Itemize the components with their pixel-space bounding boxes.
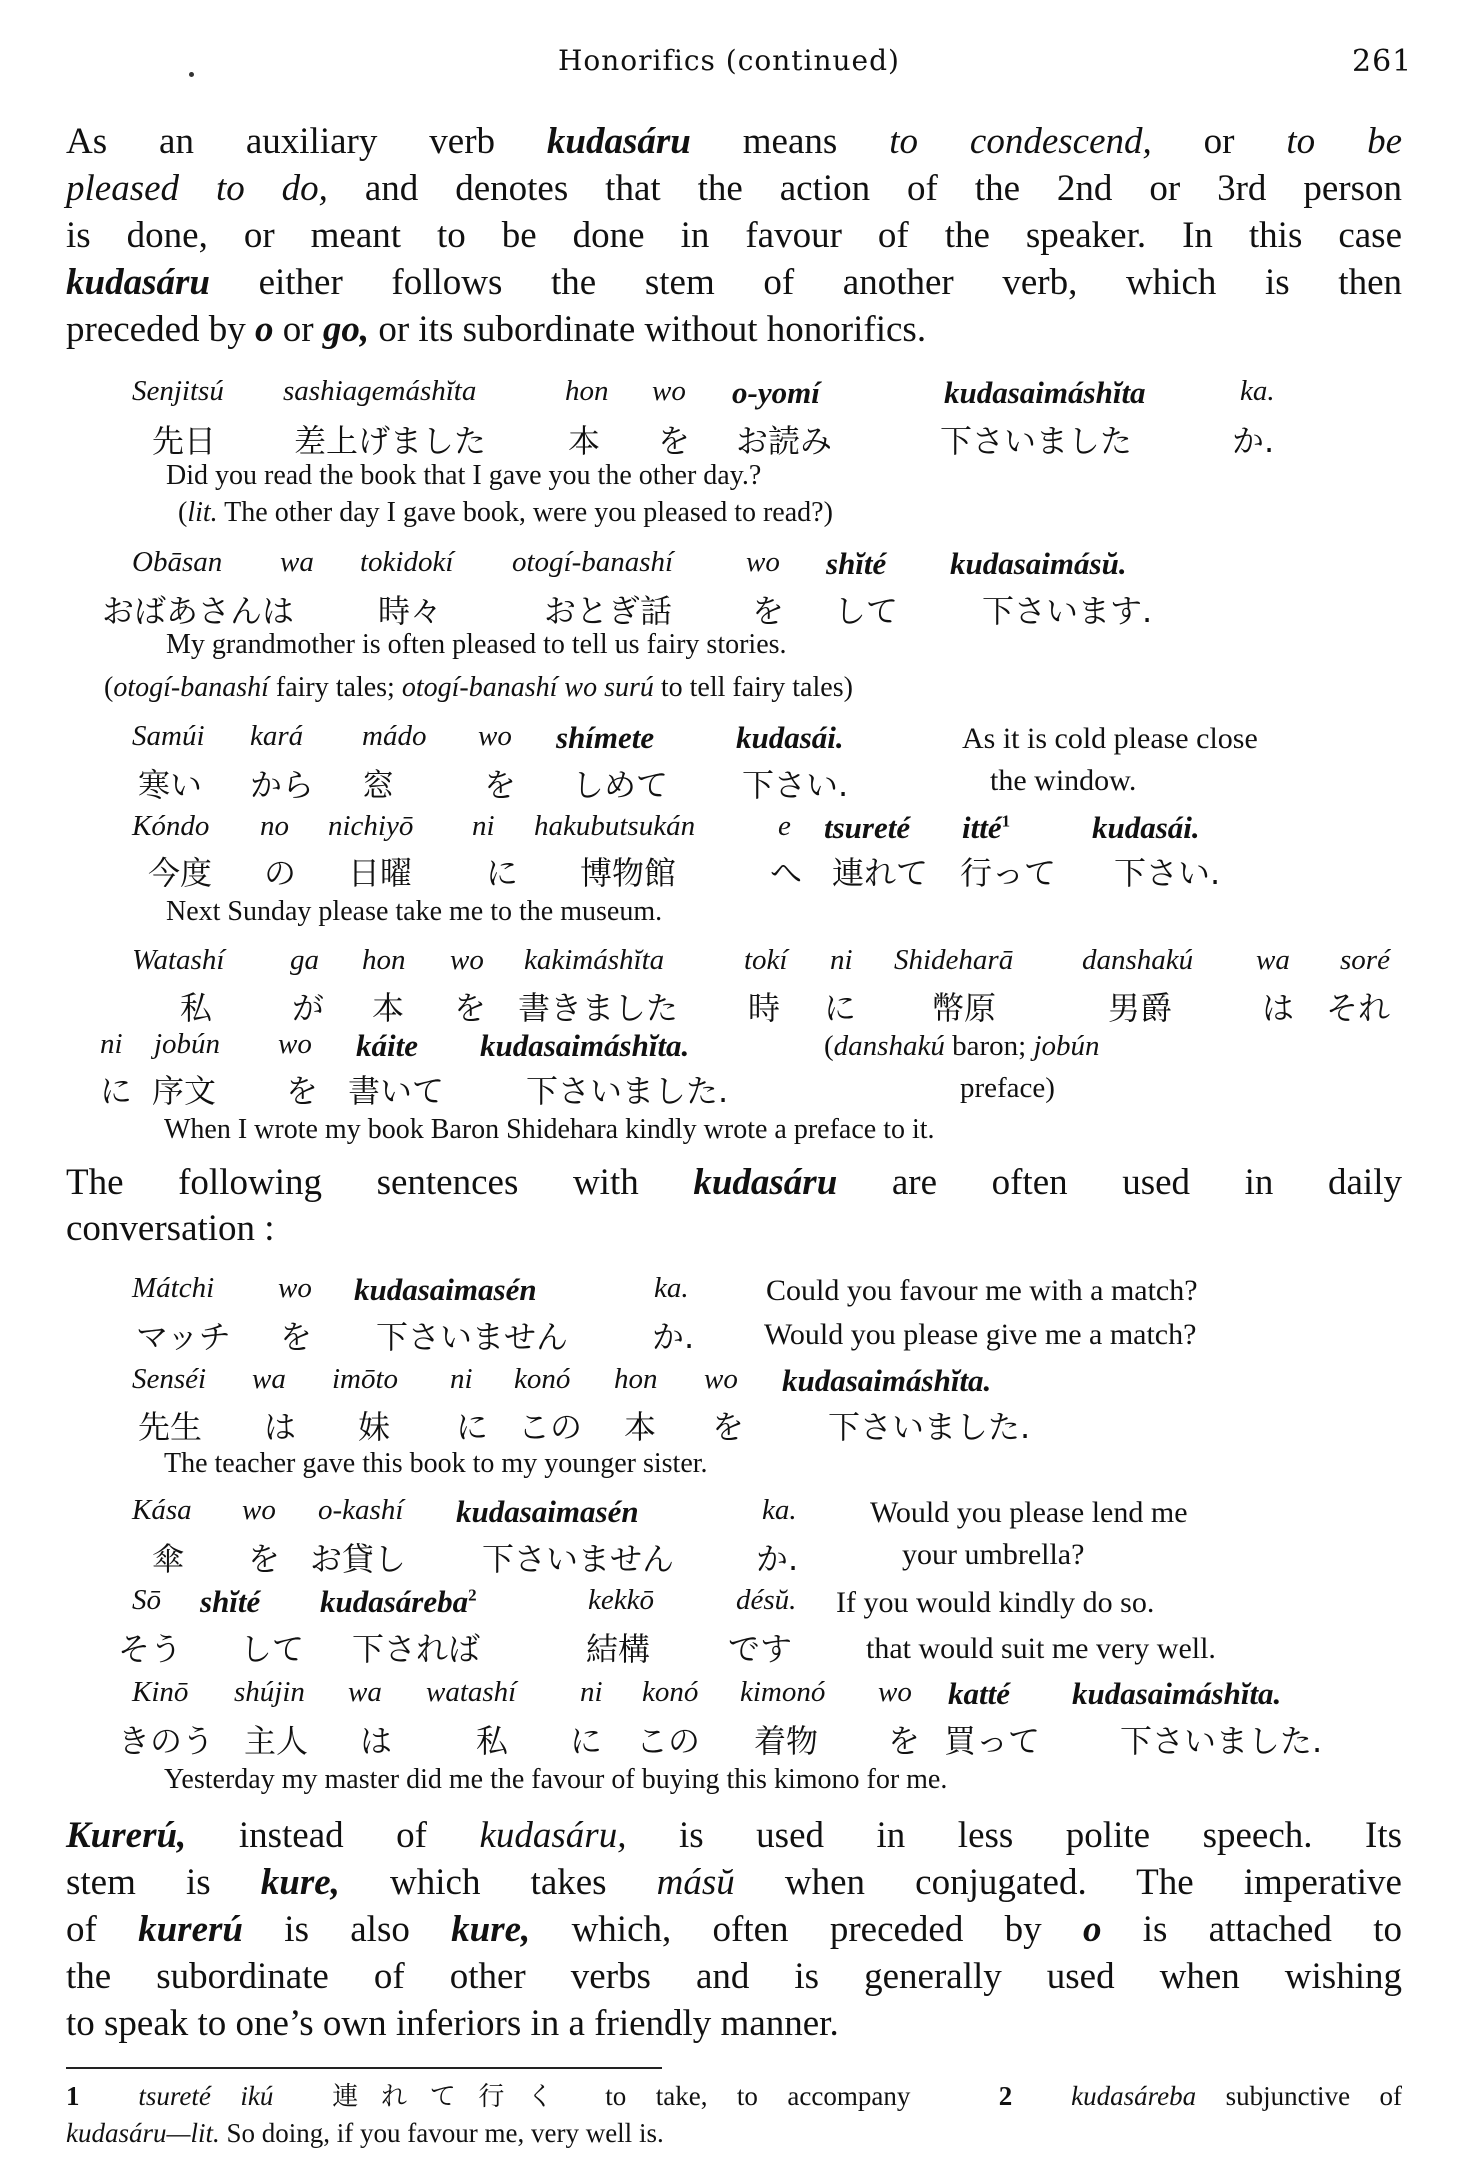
outro-paragraph — [66, 1812, 1402, 2047]
middle-line-1: The following sentences with kudasáru are often used in daily — [66, 1162, 1402, 1203]
example-1-literal: (lit. The other day I gave book, were you pleased to read?) — [178, 497, 833, 528]
example-1-translation: Did you read the book that I gave you the other day.? — [166, 460, 762, 491]
outro-line-2: stem is kure, which takes másŭ when conjugated. The imperative — [66, 1862, 1402, 1903]
middle-paragraph — [66, 1160, 1402, 1252]
example-9-translation-2: that would suit me very well. — [866, 1632, 1216, 1665]
example-3-translation-1: As it is cold please close — [962, 722, 1258, 755]
running-header-title: Honorifics (continued) — [558, 44, 900, 77]
intro-line-1: As an auxiliary verb kudasáru means to condescend, or to be — [66, 121, 1402, 162]
example-6-translation-1: Could you favour me with a match? — [766, 1274, 1198, 1307]
example-6-translation-2: Would you please give me a match? — [764, 1318, 1197, 1351]
footnote-line-2: kudasáru—lit. So doing, if you favour me, very well is. — [66, 2118, 664, 2148]
example-10-translation: Yesterday my master did me the favour of buying this kimono for me. — [164, 1764, 948, 1795]
page-number: 261 — [1352, 44, 1413, 79]
outro-line-5: to speak to one’s own inferiors in a friendly manner. — [66, 2003, 839, 2044]
footnotes — [66, 2078, 1402, 2151]
example-4-itte: itté$^1$ — [962, 810, 1011, 845]
intro-line-5: preceded by o or go, or its subordinate without honorifics. — [66, 309, 927, 350]
example-4-translation: Next Sunday please take me to the museum. — [166, 896, 663, 927]
example-5-note: (danshakú baron; jobún — [824, 1030, 1100, 1062]
example-2-translation: My grandmother is often pleased to tell us fairy stories. — [166, 629, 787, 660]
intro-line-2: pleased to do, and denotes that the action of the 2nd or 3rd person — [66, 168, 1402, 209]
example-7-translation: The teacher gave this book to my younger sister. — [164, 1448, 708, 1479]
footnote-rule — [66, 2067, 662, 2069]
footnote-2: 2 kudasáreba subjunctive of — [998, 2081, 1402, 2111]
example-5-translation: When I wrote my book Baron Shidehara kindly wrote a preface to it. — [164, 1114, 935, 1145]
outro-line-4: the subordinate of other verbs and is generally used when wishing — [66, 1956, 1402, 1997]
intro-line-4: kudasáru either follows the stem of another verb, which is then — [66, 262, 1402, 303]
outro-line-1: Kurerú, instead of kudasáru, is used in less polite speech. Its — [66, 1815, 1403, 1856]
book-page: Honorifics (continued) 261 As an auxiliary verb kudasáru means to condescend, or to be pleased to do, and denotes that the action of the 2nd or 3rd person is done, or meant to be done in favour of the speaker. In this case kudasáru either follows the stem of another verb, which is then preceded by o or go, or its subordinate without honorifics. Senjitsú sashiagemáshĭta hon wo o-yomí kudasaimáshĭta ka. 先日 差上げました 本 を お読み 下さいました か. Did you read the book that I gave you the other day.? (lit. The other day I gave book, were you pleased to read?) Obāsan wa tokidokí otogí-banashí wo shĭté kudasaimásŭ. おばあさんは 時々 おとぎ話 を して 下さいます. My grandmother is often pleased to tell us fairy stories. (otogí-banashí fairy tales; otogí-banashí wo surú to tell fairy tales) Samúi kará mádo wo shímete kudasái. As it is cold please close 寒い から 窓 を しめて 下さい. the window. Kóndo no nichiyō ni hakubutsukán e tsureté itté$^1$ kudasái. 今度 の 日曜 に 博物館 へ 連れて 行って 下さい. Next Sunday please take me to the museum. Watashí ga hon wo kakimáshĭta tokí ni Shideharā danshakú wa soré 私 が 本 を 書きました 時 に 幣原 男爵 は それ ni jobún wo káite kudasaimáshĭta. (danshakú baron; jobún に 序文 を 書いて 下さいました. preface) When I wrote my book Baron Shidehara kindly wrote a preface to it. The following sentences with kudasáru are often used in daily conversation : Mátchi wo kudasaimasén ka. Could you favour me with a match? マッチ を 下さいません か. Would you please give me a match? Senséi wa imōto ni konó hon wo kudasaimáshĭta. 先生 は 妹 に この 本 を 下さいました. The teacher gave this book to my younger sister. Kása wo o-kashí kudasaimasén ka. Would you please lend me 傘 を お貸し 下さいません か. your umbrella? Sō shĭté kudasáreba$^2$ kekkō désŭ. If you would kindly do so. そう して 下されば 結構 です that would suit me very well. Kinō shújin wa watashí ni konó kimonó wo katté kudasaimáshĭta. きのう 主人 は 私 に この 着物 を 買って 下さいました. Yesterday my master did me the favour of buying this kimono for me. Kurerú, instead of kudasáru, is used in less polite speech. Its stem is kure, which takes másŭ when conjugated. The imperative of kurerú is also kure, which, often preceded by o is attached to the subordinate of other verbs and is generally used when wishing to speak to one’s own inferiors in a friendly manner. 1 tsureté ikú 連れて行く to take, to accompany 2 kudasáreba subjunctive of kudasáru—lit. So doing, if you favour me, very well is. — [0, 0, 1482, 2184]
example-2-note: (otogí-banashí fairy tales; otogí-banashí wo surú to tell fairy tales) — [104, 672, 853, 703]
intro-paragraph — [66, 118, 1402, 353]
intro-line-3: is done, or meant to be done in favour of the speaker. In this case — [66, 215, 1402, 256]
example-9-kudasareba: kudasáreba$^2$ — [320, 1584, 477, 1619]
printed-dot-mark — [189, 72, 194, 77]
example-9-translation-1: If you would kindly do so. — [836, 1586, 1155, 1619]
middle-line-2: conversation : — [66, 1208, 275, 1249]
example-3-translation-2: the window. — [990, 764, 1137, 797]
outro-line-3: of kurerú is also kure, which, often preceded by o is attached to — [66, 1909, 1402, 1950]
footnote-1: 1 tsureté ikú 連れて行く to take, to accompany — [66, 2081, 911, 2112]
footnote-line-1 — [66, 2078, 1402, 2115]
example-5-note-2: preface) — [960, 1072, 1055, 1104]
example-8-translation-1: Would you please lend me — [870, 1496, 1188, 1529]
example-8-translation-2: your umbrella? — [902, 1538, 1085, 1571]
